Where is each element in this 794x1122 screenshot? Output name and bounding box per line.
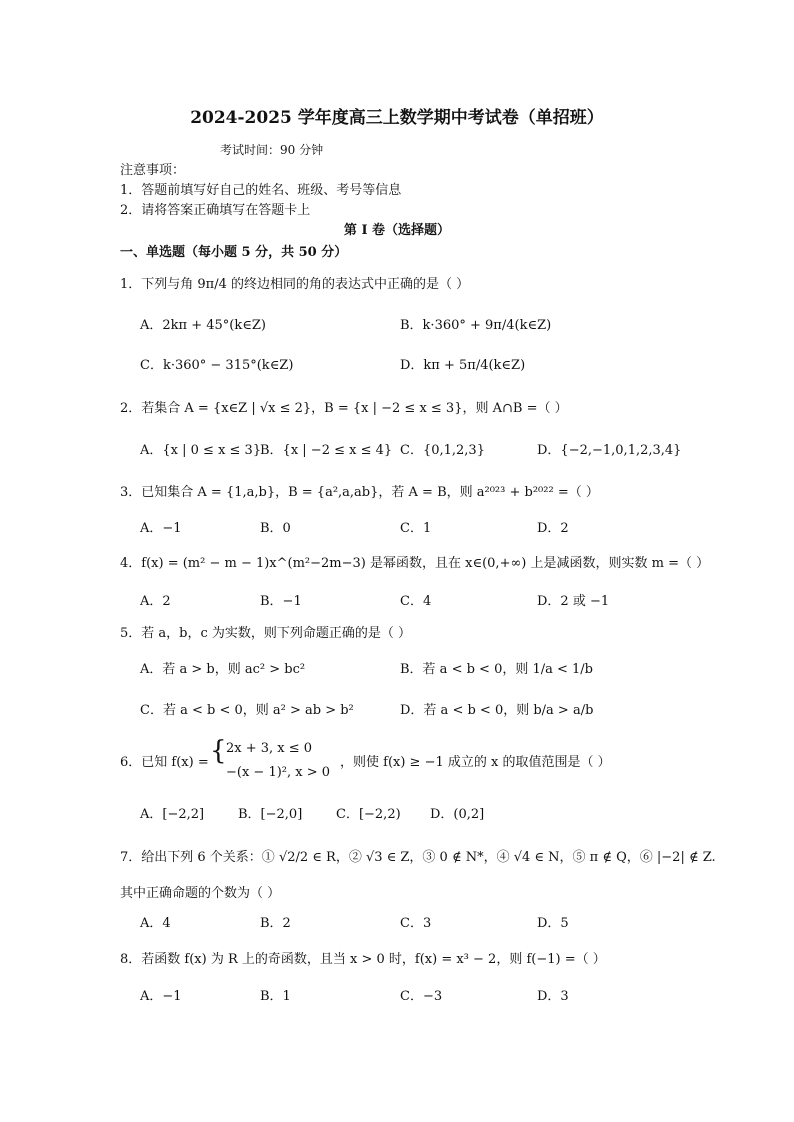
option-c: C．{0,1,2,3}: [400, 443, 485, 458]
question-stem: 8．若函数 f(x) 为 R 上的奇函数，且当 x > 0 时，f(x) = x³ − 2，则 f(−1) =（ ）: [120, 952, 606, 967]
option-a: A．2: [140, 594, 171, 609]
option-c: C．1: [400, 521, 432, 536]
question-stem: 1．下列与角 9π/4 的终边相同的角的表达式中正确的是（ ）: [120, 277, 470, 292]
option-d: D．kπ + 5π/4(k∈Z): [400, 358, 526, 373]
question-stem: 2．若集合 A = {x∈Z | √x ≤ 2}，B = {x | −2 ≤ x ≤ 3}，则 A∩B =（ ）: [120, 401, 568, 416]
option-b: B．−1: [260, 594, 302, 609]
option-b: B．1: [260, 989, 291, 1004]
option-b: B．{x | −2 ≤ x ≤ 4}: [260, 443, 393, 458]
question-stem-prefix: 6．已知 f(x) =: [120, 755, 209, 770]
note-item: 2．请将答案正确填写在答题卡上: [120, 203, 311, 218]
brace-glyph: {: [210, 736, 227, 766]
question-stem: 4．f(x) = (m² − m − 1)x^(m²−2m−3) 是幂函数，且在 x∈(0,+∞) 上是减函数，则实数 m =（ ）: [120, 556, 710, 571]
part-title: 第 I 卷（选择题）: [343, 223, 451, 238]
option-c: C．[−2,2): [336, 807, 401, 822]
section-heading: 一、单选题（每小题 5 分，共 50 分）: [120, 245, 348, 260]
exam-time: 考试时间：90 分钟: [220, 143, 324, 157]
option-d: D．若 a < b < 0，则 b/a > a/b: [400, 703, 594, 718]
question-stem: 7．给出下列 6 个关系：① √2/2 ∈ R，② √3 ∈ Z，③ 0 ∉ N*，④ √4 ∈ N，⑤ π ∉ Q，⑥ |−2| ∉ Z.: [120, 850, 716, 865]
option-d: D．3: [537, 989, 569, 1004]
option-a: A．[−2,2]: [140, 807, 205, 822]
option-d: D．2: [537, 521, 569, 536]
option-d: D．5: [537, 916, 569, 931]
question-stem-line-2: 其中正确命题的个数为（ ）: [120, 886, 281, 901]
option-c: C．4: [400, 594, 432, 609]
question-stem: 3．已知集合 A = {1,a,b}，B = {a²,a,ab}，若 A = B，则 a²⁰²³ + b²⁰²² =（ ）: [120, 485, 599, 500]
option-b: B．若 a < b < 0，则 1/a < 1/b: [400, 662, 594, 677]
piecewise-line-2: −(x − 1)², x > 0: [226, 765, 331, 780]
option-c: C．3: [400, 916, 432, 931]
note-item: 1．答题前填写好自己的姓名、班级、考号等信息: [120, 183, 402, 198]
piecewise-line-1: 2x + 3, x ≤ 0: [226, 741, 313, 756]
option-a: A．4: [140, 916, 171, 931]
option-d: D．(0,2]: [430, 807, 485, 822]
option-d: D．2 或 −1: [537, 594, 610, 609]
exam-title: 2024-2025 学年度高三上数学期中考试卷（单招班）: [190, 108, 604, 128]
option-a: A．−1: [140, 989, 182, 1004]
option-a: A．−1: [140, 521, 182, 536]
option-b: B．[−2,0]: [238, 807, 303, 822]
option-a: A．2kπ + 45°(k∈Z): [140, 318, 266, 333]
question-stem-suffix: ，则使 f(x) ≥ −1 成立的 x 的取值范围是（ ）: [340, 755, 611, 770]
option-d: D．{−2,−1,0,1,2,3,4}: [537, 443, 682, 458]
option-a: A．若 a > b，则 ac² > bc²: [140, 662, 306, 677]
option-b: B．k·360° + 9π/4(k∈Z): [400, 318, 552, 333]
notes-heading: 注意事项：: [120, 163, 186, 178]
option-c: C．若 a < b < 0，则 a² > ab > b²: [140, 703, 354, 718]
option-a: A．{x | 0 ≤ x ≤ 3}: [140, 443, 262, 458]
option-c: C．−3: [400, 989, 443, 1004]
option-b: B．2: [260, 916, 291, 931]
question-stem: 5．若 a，b，c 为实数，则下列命题正确的是（ ）: [120, 626, 412, 641]
option-c: C．k·360° − 315°(k∈Z): [140, 358, 294, 373]
option-b: B．0: [260, 521, 291, 536]
